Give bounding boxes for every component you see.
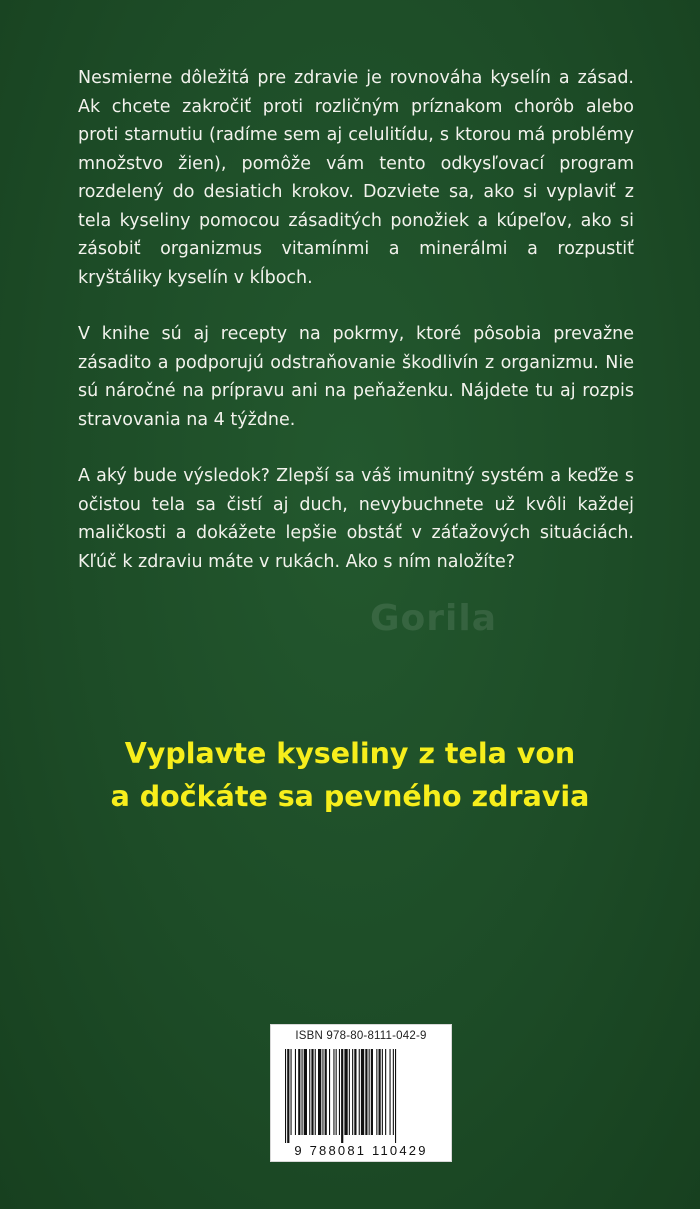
barcode-bar	[287, 1049, 289, 1143]
barcode-bar	[344, 1049, 347, 1135]
blurb-text	[78, 64, 634, 604]
blurb-paragraph-1: Nesmierne dôležitá pre zdravie je rovnováha kyselín a zásad. Ak chcete zakročiť proti rozličným príznakom chorôb alebo proti starnutiu (radíme sem aj celulitídu, s ktorou má problémy množstvo žien), pomôže vám tento odkysľovací program rozdelený do desiatich krokov. Dozviete sa, ako si vyplaviť z tela kyseliny pomocou zásaditých ponožiek a kúpeľov, ako si zásobiť organizmus vitamínmi a minerálmi a rozpustiť kryštáliky kyselín v kĺboch.	[78, 68, 634, 288]
barcode-bar	[311, 1049, 313, 1135]
barcode-digits: 9 788081 110429	[294, 1143, 428, 1158]
isbn-label: ISBN 978-80-8111-042-9	[295, 1030, 427, 1042]
barcode-bar	[341, 1049, 343, 1143]
barcode-bar	[359, 1049, 360, 1135]
tagline-line-1: Vyplavte kyseliny z tela von	[124, 737, 576, 770]
barcode-bar	[376, 1049, 377, 1135]
barcode-bar	[333, 1049, 334, 1135]
barcode-bar	[291, 1049, 292, 1135]
barcode-bar	[309, 1049, 310, 1135]
blurb-paragraph-3: A aký bude výsledok? Zlepší sa váš imunitný systém a keďže s očistou tela sa čistí aj duch, nevybuchnete už kvôli každej maličkosti a dokážete lepšie obstáť v záťažových situáciách. Kľúč k zdraviu máte v rukách. Ako s ním naložíte?	[78, 466, 634, 572]
barcode-bar	[285, 1049, 286, 1143]
barcode-bar	[339, 1049, 340, 1135]
barcode-bar	[322, 1049, 323, 1135]
barcode-bar	[336, 1049, 337, 1135]
barcode-bar	[371, 1049, 373, 1135]
publisher-watermark: Gorila	[370, 598, 498, 639]
barcode-bar	[298, 1049, 300, 1135]
barcode-bar	[304, 1049, 307, 1135]
barcode-bar	[379, 1049, 381, 1135]
barcode-bar	[365, 1049, 367, 1135]
barcode-bar	[385, 1049, 386, 1135]
barcode-bar	[295, 1049, 296, 1135]
barcode-bar	[325, 1049, 327, 1135]
barcode-box	[270, 1024, 452, 1162]
barcode-bar	[315, 1049, 316, 1135]
barcode-bar	[354, 1049, 356, 1135]
barcode-bar	[361, 1049, 364, 1135]
barcode-bar	[352, 1049, 353, 1135]
barcode-bar	[329, 1049, 330, 1135]
barcode-bar	[393, 1049, 394, 1135]
barcode-icon	[283, 1049, 439, 1143]
blurb-paragraph-2: V knihe sú aj recepty na pokrmy, ktoré pôsobia prevažne zásadito a podporujú odstraňovanie škodlivín z organizmu. Nie sú náročné na prípravu ani na peňaženku. Nájdete tu aj rozpis stravovania na 4 týždne.	[78, 324, 634, 430]
barcode-bar	[349, 1049, 350, 1135]
tagline-line-2: a dočkáte sa pevného zdravia	[110, 780, 590, 813]
barcode-bar	[302, 1049, 303, 1135]
barcode-bar	[390, 1049, 391, 1135]
barcode-bar	[318, 1049, 321, 1135]
barcode-bar	[395, 1049, 396, 1143]
barcode-bar	[382, 1049, 383, 1135]
barcode-bar	[369, 1049, 370, 1135]
tagline	[0, 732, 700, 818]
